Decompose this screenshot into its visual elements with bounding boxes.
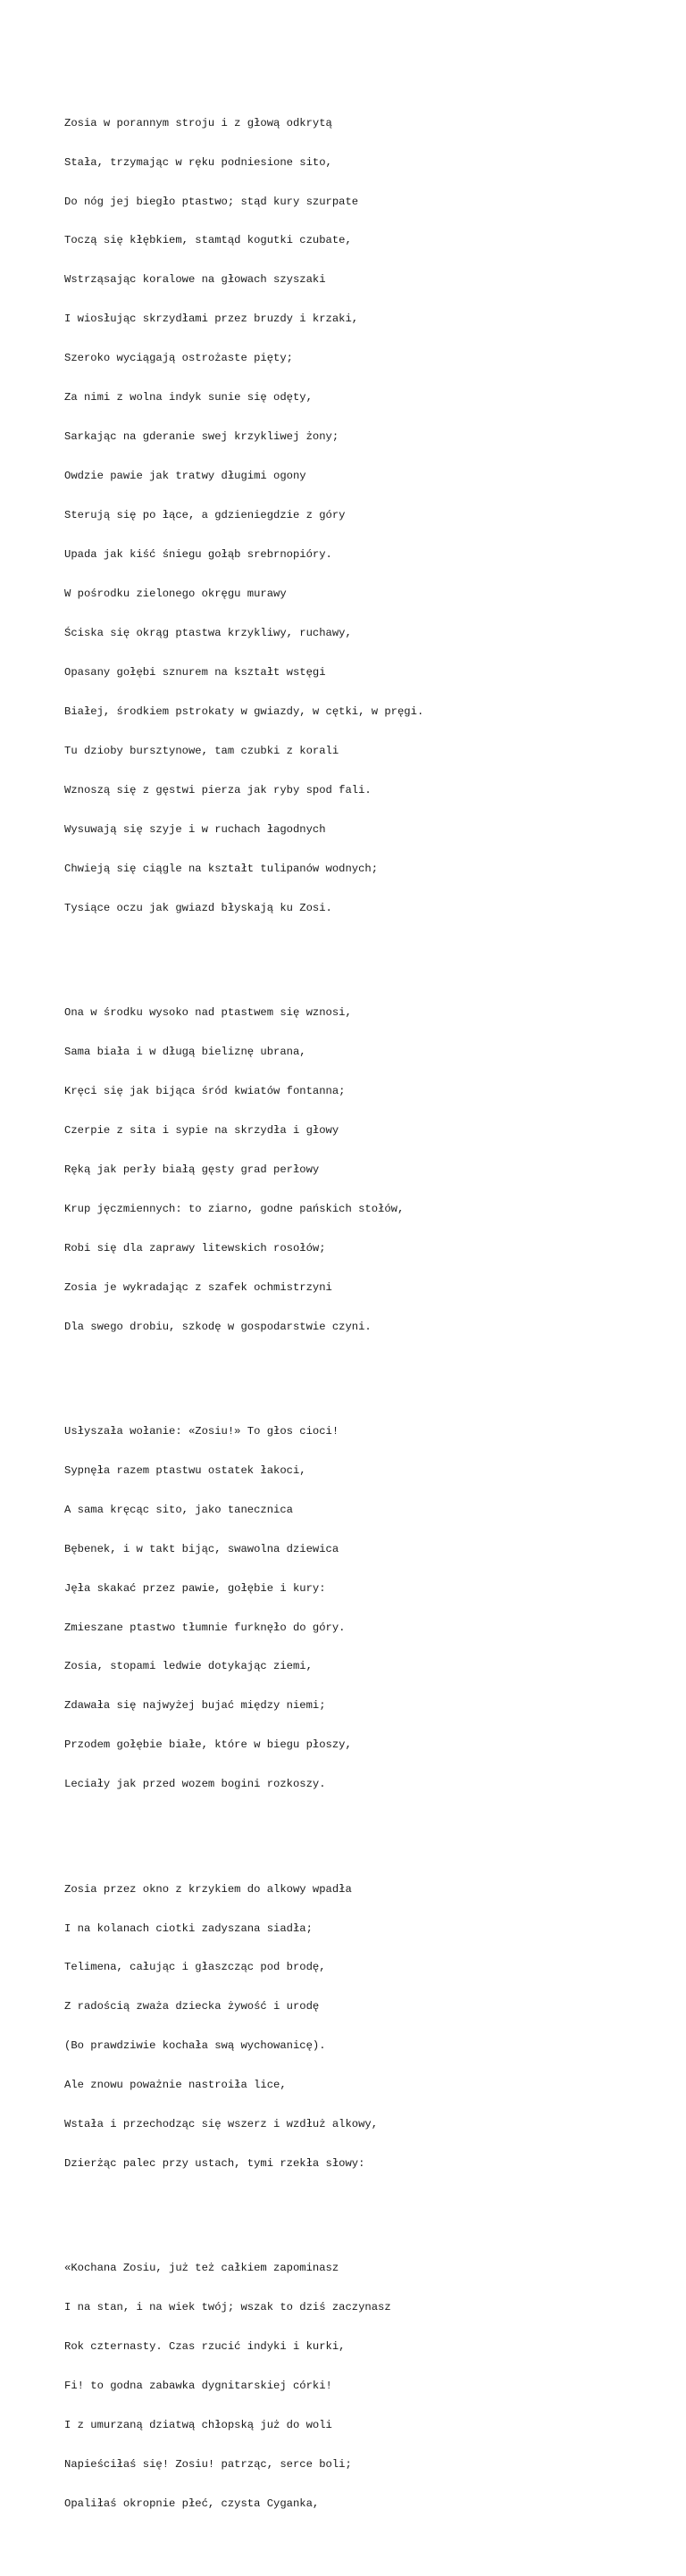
poem-line: Zosia, stopami ledwie dotykając ziemi, (64, 1660, 313, 1673)
poem-line: Zdawała się najwyżej bujać między niemi; (64, 1699, 326, 1713)
poem-line: Chwieją się ciągle na kształt tulipanów wodnych; (64, 862, 379, 875)
poem-line: Ręką jak perły białą gęsty grad perłowy (64, 1163, 320, 1176)
stanza-3 (64, 1398, 654, 1817)
poem-line: Sama biała i w długą bieliznę ubrana, (64, 1045, 306, 1058)
poem-line: Sarkając na gderanie swej krzykliwej żony; (64, 430, 339, 444)
poem-line: Wznoszą się z gęstwi pierza jak ryby spod fali. (64, 783, 372, 796)
poem-line: Ale znowu poważnie nastroiła lice, (64, 2079, 287, 2092)
poem-line: Białej, środkiem pstrokaty w gwiazdy, w cętki, w pręgi. (64, 704, 424, 718)
poem-line: Leciały jak przed wozem bogini rozkoszy. (64, 1778, 326, 1791)
poem-line: Opaliłaś okropnie płeć, czysta Cyganka, (64, 2497, 320, 2511)
poem-line: Stała, trzymając w ręku podniesione sito, (64, 155, 332, 169)
poem-line: I na kolanach ciotki zadyszana siadła; (64, 1922, 313, 1935)
poem-line: Ściska się okrąg ptastwa krzykliwy, ruchawy, (64, 627, 352, 640)
poem-line: Do nóg jej biegło ptastwo; stąd kury szurpate (64, 195, 359, 208)
stanza-4 (64, 1856, 654, 2197)
poem-line: I z umurzaną dziatwą chłopską już do woli (64, 2419, 332, 2432)
poem-line: Jęła skakać przez pawie, gołębie i kury: (64, 1581, 326, 1595)
poem-line: Wysuwają się szyje i w ruchach łagodnych (64, 822, 326, 836)
poem-line: Toczą się kłębkiem, stamtąd kogutki czubate, (64, 234, 352, 247)
stanza-1 (64, 90, 654, 940)
poem-line: W pośrodku zielonego okręgu murawy (64, 588, 287, 601)
poem-line: Tysiące oczu jak gwiazd błyskają ku Zosi. (64, 901, 332, 914)
poem-line: Robi się dla zaprawy litewskich rosołów; (64, 1241, 326, 1255)
poem-line: Zosia w porannym stroju i z głową odkrytą (64, 116, 332, 129)
poem-line: Ona w środku wysoko nad ptastwem się wznosi, (64, 1005, 352, 1019)
poem-line: Czerpie z sita i sypie na skrzydła i głowy (64, 1123, 339, 1137)
poem-line: Upada jak kiść śniegu gołąb srebrnopióry. (64, 548, 332, 562)
poem-line: Dla swego drobiu, szkodę w gospodarstwie czyni. (64, 1320, 372, 1333)
poem-line: Przodem gołębie białe, które w biegu płoszy, (64, 1738, 352, 1752)
stanza-5 (64, 2236, 654, 2537)
poem-line: Zmieszane ptastwo tłumnie furknęło do góry. (64, 1621, 346, 1634)
poem-line: I na stan, i na wiek twój; wszak to dziś zaczynasz (64, 2301, 391, 2314)
poem-line: Za nimi z wolna indyk sunie się odęty, (64, 391, 313, 404)
poem-line: Szeroko wyciągają ostrożaste pięty; (64, 352, 293, 365)
poem-line: Krup jęczmiennych: to ziarno, godne pańskich stołów, (64, 1202, 405, 1215)
poem-line: (Bo prawdziwie kochała swą wychowanicę). (64, 2039, 326, 2053)
stanza-2 (64, 980, 654, 1360)
poem-line: Bębenek, i w takt bijąc, swawolna dziewica (64, 1542, 339, 1555)
poem-line: Usłyszała wołanie: «Zosiu!» To głos cioci! (64, 1424, 339, 1438)
poem-line: Tu dzioby bursztynowe, tam czubki z korali (64, 744, 339, 757)
poem-line: Kręci się jak bijąca śród kwiatów fontanna; (64, 1084, 346, 1097)
poem-line: A sama kręcąc sito, jako tanecznica (64, 1503, 293, 1516)
poem-line: Z radością zważa dziecka żywość i urodę (64, 2000, 320, 2013)
poem-line: Napieściłaś się! Zosiu! patrząc, serce boli; (64, 2458, 352, 2472)
poem-line: Wstała i przechodząc się wszerz i wzdłuż alkowy, (64, 2118, 379, 2131)
poem-line: Rok czternasty. Czas rzucić indyki i kurki, (64, 2340, 346, 2354)
poem-line: Zosia przez okno z krzykiem do alkowy wpadła (64, 1882, 352, 1896)
poem-line: Zosia je wykradając z szafek ochmistrzyni (64, 1280, 332, 1294)
poem-line: Telimena, całując i głaszcząc pod brodę, (64, 1961, 326, 1974)
poem-line: Fi! to godna zabawka dygnitarskiej córki! (64, 2380, 332, 2393)
poem-line: Sypnęła razem ptastwu ostatek łakoci, (64, 1463, 306, 1477)
poem-line: Owdzie pawie jak tratwy długimi ogony (64, 470, 306, 483)
poem-line: I wiosłując skrzydłami przez bruzdy i krzaki, (64, 313, 359, 326)
poem-line: Sterują się po łące, a gdzieniegdzie z góry (64, 509, 346, 522)
poem-line: Dzierżąc palec przy ustach, tymi rzekła słowy: (64, 2157, 365, 2171)
poem-text (64, 64, 654, 2576)
poem-line: Wstrząsając koralowe na głowach szyszaki (64, 273, 326, 287)
poem-line: Opasany gołębi sznurem na kształt wstęgi (64, 665, 326, 679)
poem-line: «Kochana Zosiu, już też całkiem zapominasz (64, 2262, 339, 2275)
